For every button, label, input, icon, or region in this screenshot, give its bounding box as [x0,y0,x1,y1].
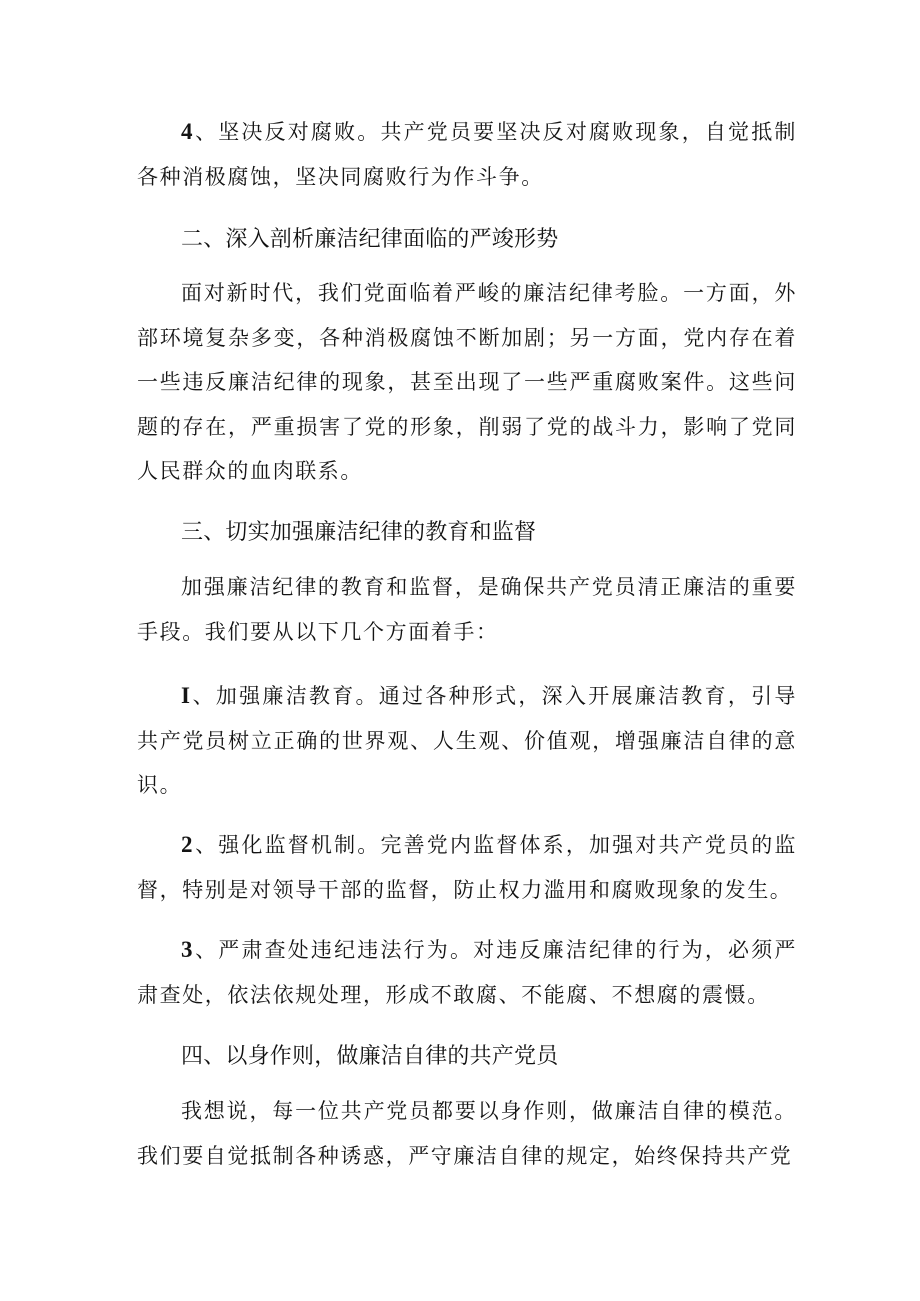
paragraph-education-intro: 加强廉洁纪律的教育和监督，是确保共产党员清正廉洁的重要手段。我们要从以下几个方面着手： [137,575,797,644]
point-number: 2 [181,832,193,857]
point-number: 3 [181,937,193,962]
paragraph-point-2 [137,823,797,912]
section-heading-2: 二、深入剖析廉洁纪律面临的严竣形势 [181,227,559,252]
paragraph-text: 、强化监督机制。完善党内监督体系，加强对共产党员的监督，特别是对领导干部的监督，防止权力滥用和腐败现象的发生。 [137,833,797,902]
section-heading-4: 四、以身作则，做廉洁自律的共产党员 [181,1044,559,1069]
paragraph-text: 、加强廉洁教育。通过各种形式，深入开展廉洁教育，引导共产党员树立正确的世界观、人生观、价值观，增强廉洁自律的意识。 [137,684,797,797]
paragraph-text: 、严肃查处违纪违法行为。对违反廉洁纪律的行为，必须严肃查处，依法依规处理，形成不敢腐、不能腐、不想腐的震慑。 [137,938,797,1007]
paragraph-point-4 [137,110,797,199]
point-number: 4 [181,119,193,144]
paragraph-situation: 面对新时代，我们党面临着严峻的廉洁纪律考脸。一方面，外部环境复杂多变，各种消极腐蚀不断加剧；另一方面，党内存在着一些违反廉洁纪律的现象，甚至出现了一些严重腐败案件。这些问题的存在，严重损害了党的形象，削弱了党的战斗力，影响了党同人民群众的血肉联系。 [137,281,797,483]
point-number: I [181,683,190,708]
paragraph-example: 我想说，每一位共产党员都要以身作则，做廉洁自律的模范。我们要自觉抵制各种诱惑，严守廉洁自律的规定，始终保持共产党 [137,1099,797,1168]
section-heading-3: 三、切实加强廉洁纪律的教育和监督 [181,520,537,545]
paragraph-point-3 [137,928,797,1017]
paragraph-point-1 [137,674,797,808]
paragraph-text: 、坚决反对腐败。共产党员要坚决反对腐败现象，自觉抵制各种消极腐蚀，坚决同腐败行为作斗争。 [137,120,797,189]
